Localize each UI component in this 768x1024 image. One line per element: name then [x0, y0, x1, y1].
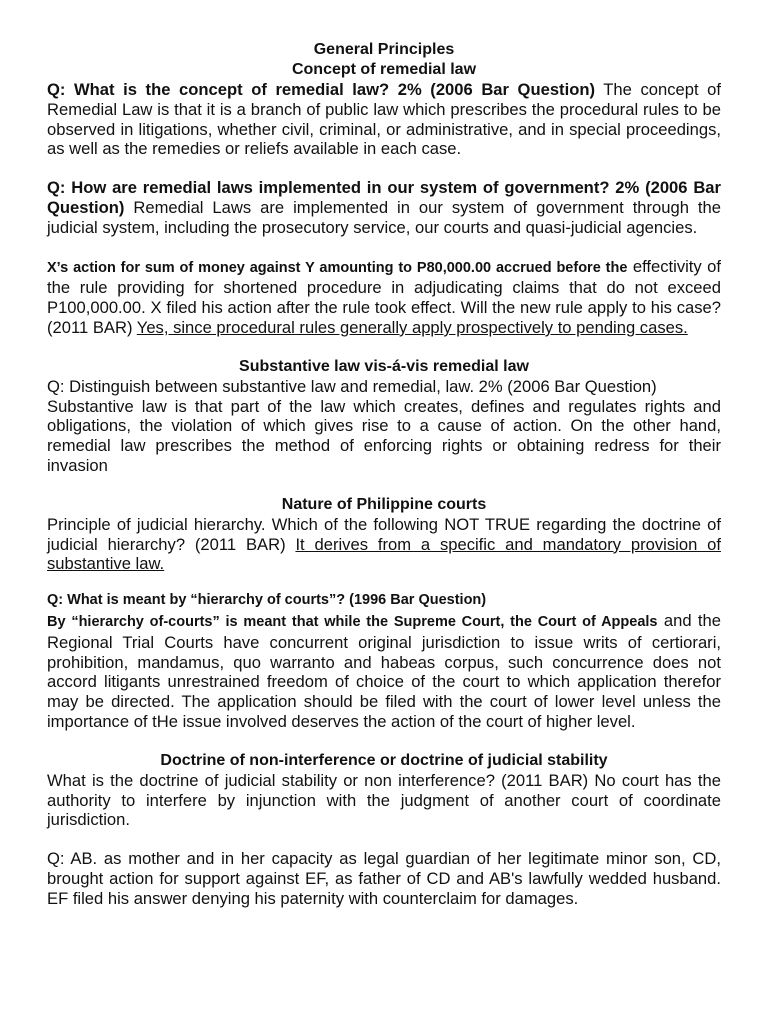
q1-answer: The concept of Remedial Law is that it is a branch of public law which prescribes the procedural rules to be observed in litigations, whether civil, criminal, or administrative, and in special proceedings, as well as the remedies or reliefs available in each case.: [47, 80, 721, 159]
spacer: [47, 830, 721, 849]
heading-substantive-vs-remedial: Substantive law vis-á-vis remedial law: [239, 357, 529, 375]
q1-question: Q: What is the concept of remedial law? 2% (2006 Bar Question): [47, 80, 595, 99]
s4-question: What is the doctrine of judicial stability or non interference? (2011 BAR): [47, 770, 595, 790]
q2-question: Q: How are remedial laws implemented in our system of government? 2% (2006 Bar Question): [47, 178, 721, 217]
s2-answer: Substantive law is that part of the law which creates, defines and regulates rights and obligations, the violation of which gives rise to a cause of action. On the other hand, remedial law prescribes the method of enforcing rights or obtaining redress for their invasion: [47, 396, 721, 475]
paragraph-q3: [47, 257, 721, 338]
heading-nature-of-courts: Nature of Philippine courts: [281, 495, 487, 513]
q3-lead: X’s action for sum of money against Y amounting to P80,000.00 accrued before the: [47, 259, 628, 276]
s3-q2-question: Q: What is meant by “hierarchy of courts”? (1996 Bar Question): [47, 592, 487, 609]
s4-q2: Q: AB. as mother and in her capacity as legal guardian of her legitimate minor son, CD, brought action for support against EF, as father of CD and AB's lawfully wedded husband. EF filed his answer denying his paternity with counterclaim for damages.: [47, 849, 721, 908]
q3-body: effectivity of the rule providing for shortened procedure in adjudicating claims that do not exceed P100,000.00. X filed his action after the rule took effect. Will the new rule apply to his case? (2011 BAR): [47, 256, 721, 337]
paragraph-q1: [47, 80, 721, 159]
s2-question: Q: Distinguish between substantive law and remedial, law. 2% (2006 Bar Question): [47, 376, 657, 396]
s3-q2-answer: and the Regional Trial Courts have concurrent original jurisdiction to issue writs of certiorari, prohibition, mandamus, quo warranto and habeas corpus, such concurrence does not accord litigants unrestrained freedom of choice of the court to which application therefor may be directed. The application should be filed with the court of lower level unless the importance of tHe issue involved deserves the action of the court of higher level.: [47, 610, 721, 731]
s3-question: Principle of judicial hierarchy. Which of the following NOT TRUE regarding the doctrine of judicial hierarchy? (2011 BAR): [47, 514, 721, 554]
spacer: [47, 476, 721, 495]
s3-answer: It derives from a specific and mandatory provision of substantive law.: [47, 534, 721, 574]
s4-answer: No court has the authority to interfere by injunction with the judgment of another court of coordinate jurisdiction.: [47, 770, 721, 830]
paragraph-q2: [47, 178, 721, 237]
spacer: [47, 574, 721, 591]
spacer: [47, 338, 721, 357]
spacer: [47, 732, 721, 751]
q3-answer: Yes, since procedural rules generally apply prospectively to pending cases.: [136, 317, 688, 337]
paragraph-judicial-stability: [47, 771, 721, 830]
heading-concept-remedial-law: Concept of remedial law: [291, 61, 477, 78]
q2-answer: Remedial Laws are implemented in our system of government through the judicial system, including the prosecutory service, our courts and quasi-judicial agencies.: [47, 197, 721, 237]
paragraph-hierarchy-of-courts: [47, 611, 721, 732]
spacer: [47, 159, 721, 178]
s3-q2-lead: By “hierarchy of-courts” is meant that while the Supreme Court, the Court of Appeals: [47, 613, 658, 630]
spacer: [47, 238, 721, 257]
heading-general-principles: General Principles: [313, 41, 455, 58]
paragraph-judicial-hierarchy: [47, 515, 721, 574]
heading-judicial-stability: Doctrine of non-interference or doctrine of judicial stability: [160, 751, 608, 769]
